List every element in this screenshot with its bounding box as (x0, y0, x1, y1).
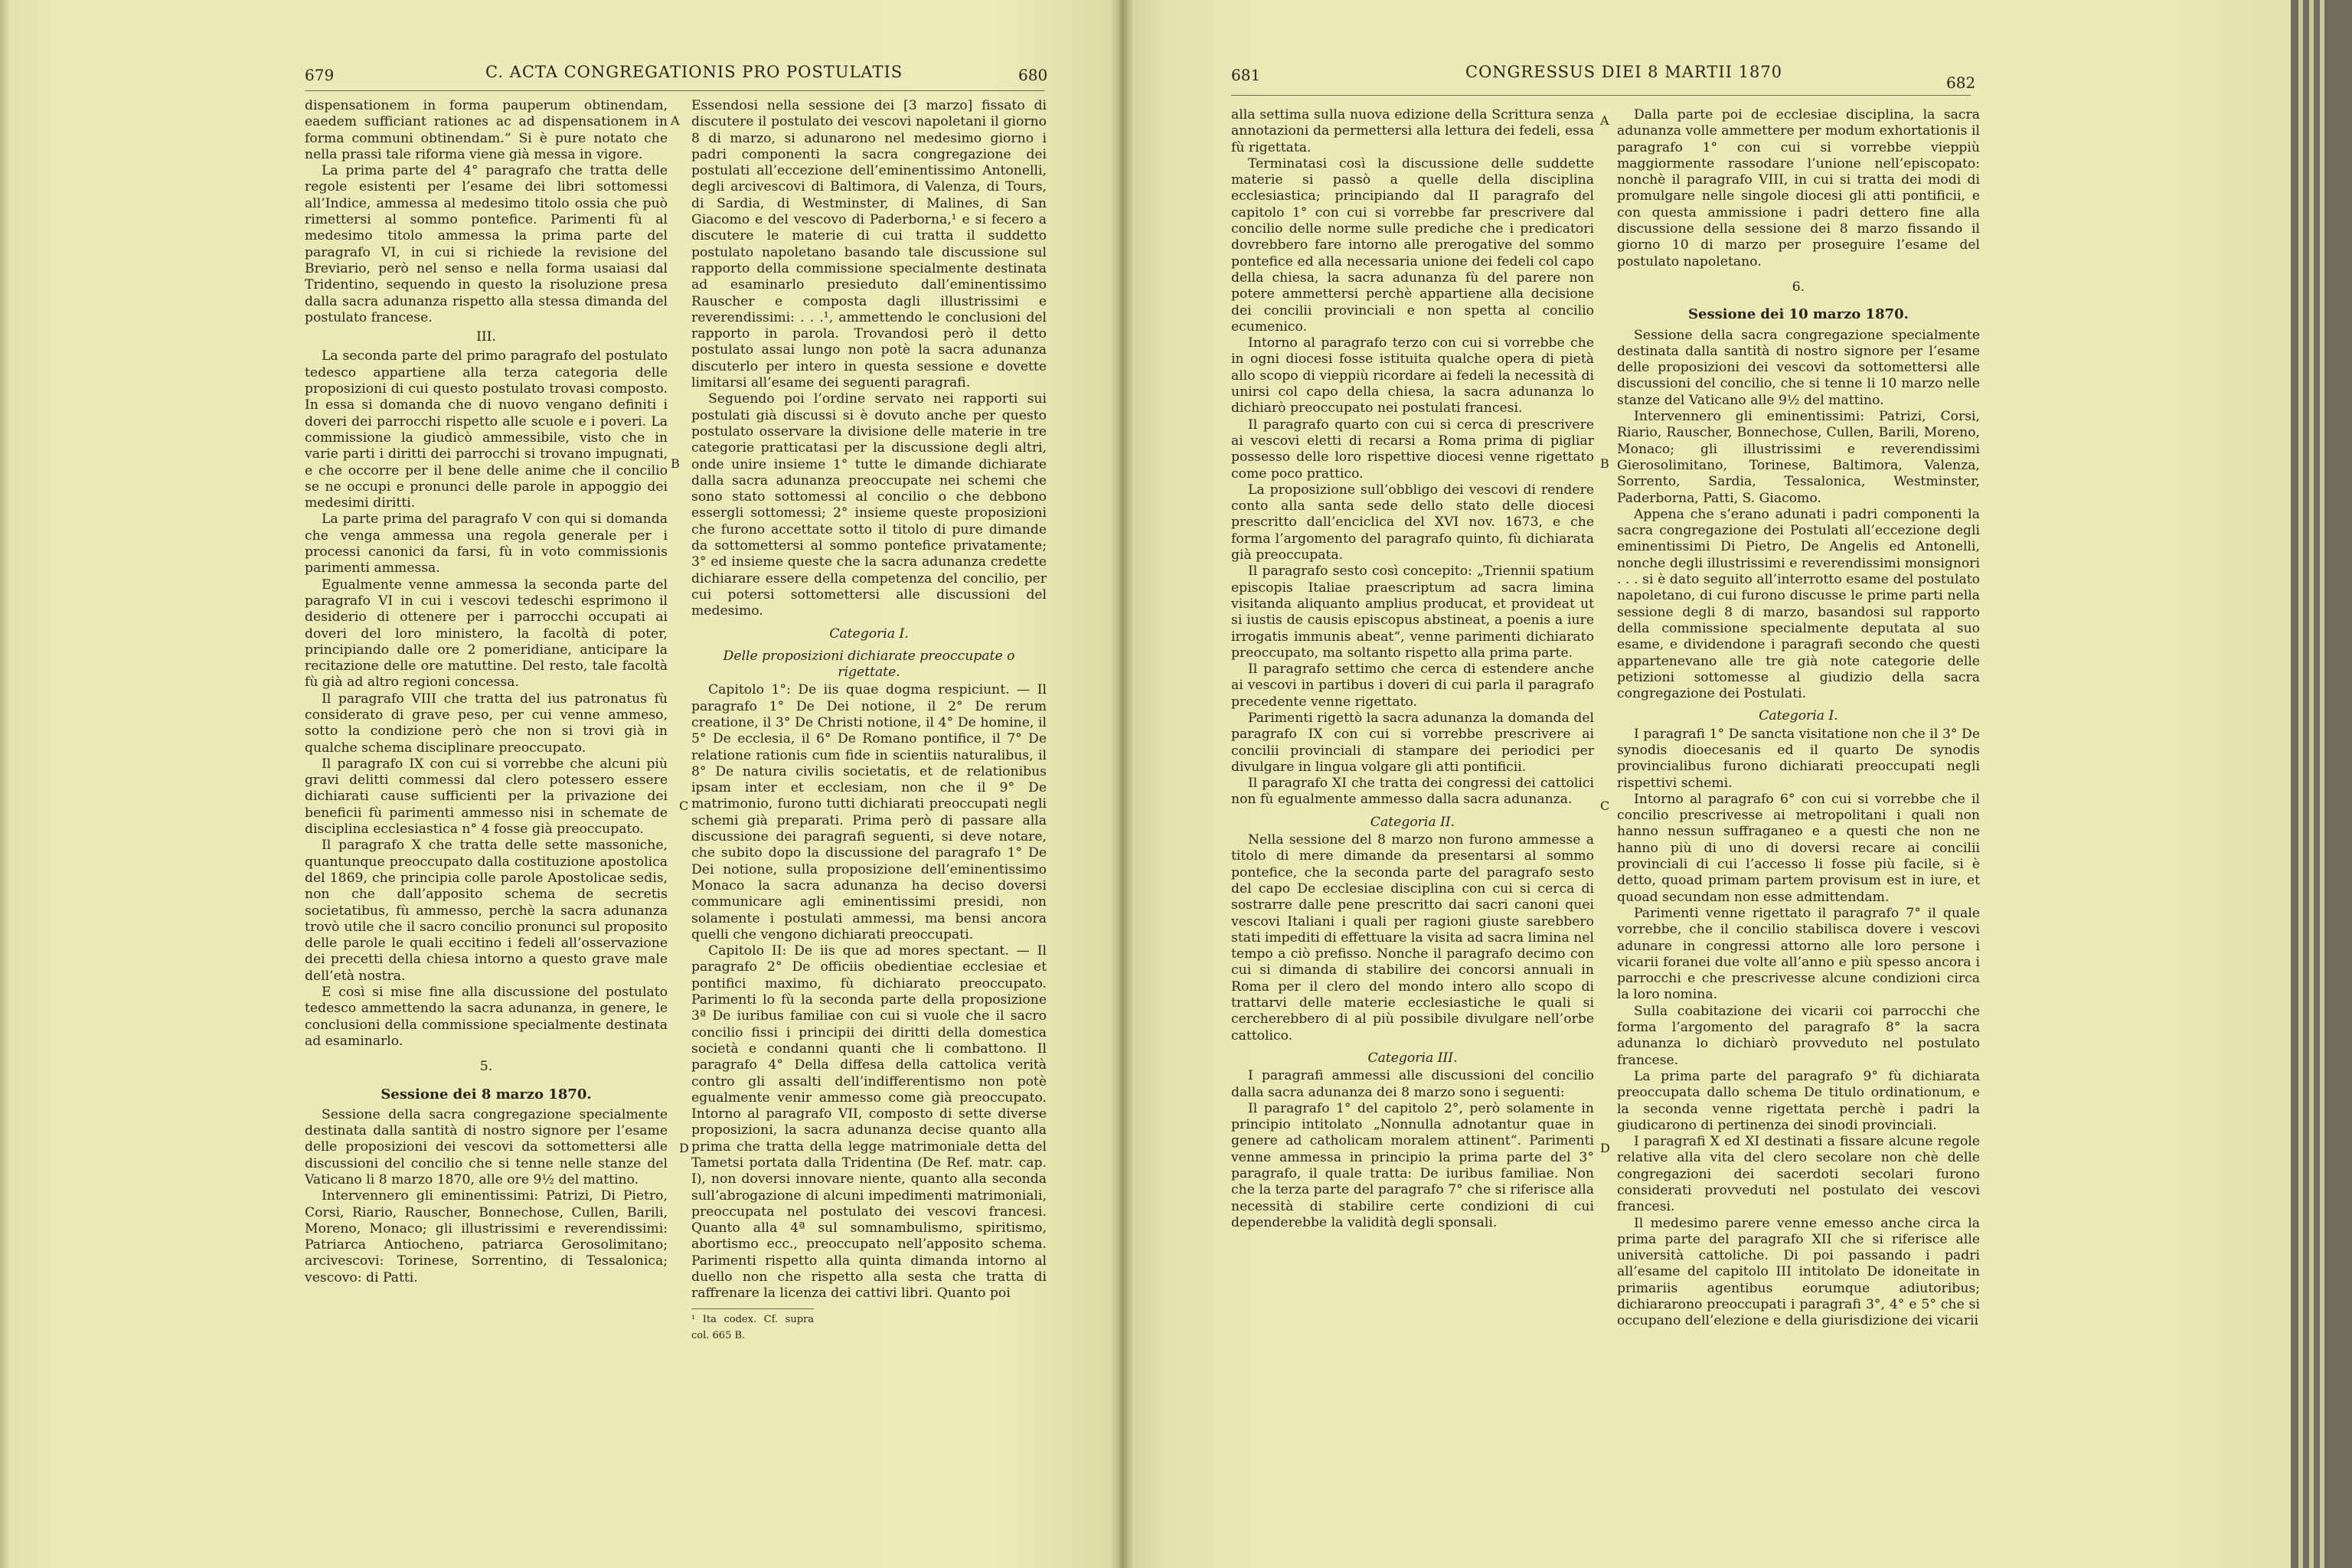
text-column (691, 98, 1047, 1344)
category-heading: Categoria I. (829, 626, 909, 642)
section-number: 5. (479, 1059, 493, 1075)
margin-letter: C (1600, 799, 1610, 813)
category-heading: Categoria III. (1367, 1050, 1458, 1066)
section-heading: Sessione dei 8 marzo 1870. (381, 1086, 592, 1102)
running-head: C. ACTA CONGREGATIONIS PRO POSTULATIS (485, 63, 903, 81)
paragraph: Sulla coabitazione dei vicarii coi parrocchi che forma l’argomento del paragrafo 8° la sacra adunanza lo dichiarò provveduto nel postulato francese. (1617, 1003, 1980, 1068)
paragraph: I paragrafi 1° De sancta visitatione non che il 3° De synodis dioecesanis ed il quarto De synodis provincialibus furono dichiarati preoccupati negli rispettivi schemi. (1617, 726, 1980, 791)
margin-letter: A (1600, 113, 1609, 128)
paragraph: La parte prima del paragrafo V con qui si domanda che venga ammessa una regola generale per i processi canonici da farsi, fù in voto commissionis parimenti ammessa. (305, 511, 668, 577)
paragraph: Parimenti venne rigettato il paragrafo 7° il quale vorrebbe, che il concilio stabilisca dovere i vescovi adunare in congressi attorno alle loro persone i vicarii foranei due volte all’anno e più spesso ancora i parrocchi e che prescrivesse alcune condizioni circa la loro nomina. (1617, 905, 1980, 1003)
margin-letter: B (671, 456, 680, 471)
page-edge (0, 0, 11, 1568)
book-gutter (1110, 0, 1133, 1568)
margin-letter: A (671, 113, 680, 128)
header-rule (305, 90, 1044, 91)
paragraph: Intorno al paragrafo 6° con cui si vorrebbe che il concilio prescrivesse ai metropolitani i quali non hanno nessun suffraganeo e a questi che non ne hanno più di uno di doversi recare ai concilii provinciali di cui l’accesso li fosse più facile, si è detto, quoad primam partem provisum est in iure, et quoad secundam non esse admittendam. (1617, 791, 1980, 905)
right-page (1119, 0, 2291, 1568)
section-heading: Sessione dei 10 marzo 1870. (1688, 306, 1909, 323)
paragraph: Terminatasi così la discussione delle suddette materie si passò a quelle della disciplina ecclesiastica; principiando dal II paragrafo del capitolo 1° con cui si vorrebbe far prescrivere dal concilio delle norme sulle prediche che i predicatori dovrebbero fare intorno alle prerogative del sommo pontefice ed alla necessaria unione dei fedeli col capo della chiesa, la sacra adunanza fù del parere non potere ammettersi perchè appartiene alla decisione dei concilii provinciali e non spetta al concilio ecumenico. (1231, 155, 1594, 335)
text-column (1231, 107, 1594, 1231)
category-heading: Categoria II. (1370, 814, 1455, 830)
paragraph: Il paragrafo 1° del capitolo 2°, però solamente in principio intitolato „Nonnulla adnotantur quae in genere ad catholicam moralem attinent“. Parimenti venne ammessa in principio la prima parte del 3° paragrafo, il quale tratta: De iuribus familiae. Non che la terza parte del paragrafo 7° che si riferisce alla necessità di stabilire certe condizioni di cui dependerebbe la validità degli sponsali. (1231, 1100, 1594, 1230)
paragraph: Nella sessione del 8 marzo non furono ammesse a titolo di mere dimande da presentarsi al sommo pontefice, che la seconda parte del paragrafo sesto del capo De ecclesiae disciplina con cui si cerca di sostrarre dalle pene prescritto dai sacri canoni quei vescovi Italiani i quali per ragioni giuste sarebbero stati impediti di effettuare la visita ad sacra limina nel tempo a ciò prefisso. Nonche il paragrafo decimo con cui si dimanda di stabilire dei concorsi annuali in Roma per il clero del mondo intero allo scopo di trattarvi delle materie ecclesiastiche le quali si cercherebbero di al più possibile divulgare nell’orbe cattolico. (1231, 832, 1594, 1044)
paragraph: Sessione della sacra congregazione specialmente destinata dalla santità di nostro signore per l’esame delle proposizioni dei vescovi da sottomettersi alle discussioni del concilio, che si tenne li 10 marzo nelle stanze del Vaticano alle 9½ del mattino. (1617, 327, 1980, 408)
paragraph: alla settima sulla nuova edizione della Scrittura senza annotazioni da permettersi alla lettura dei fedeli, essa fù rigettata. (1231, 107, 1594, 155)
paragraph: Capitolo II: De iis que ad mores spectant. — Il paragrafo 2° De officiis obedientiae ecclesiae et pontifici maximo, fù dichiarato preoccupato. Parimenti lo fù la seconda parte della proposizione 3ª De iuribus familiae con cui si vuole che il sacro concilio fissi i principii dei diritti della domestica società e condanni quanti che li combattono. Il paragrafo 4° Della diffesa della cattolica verità contro gli assalti dell’indifferentismo non potè egualmente venir ammesso come già preoccupato. Intorno al paragrafo VII, composto di sette diverse proposizioni, la sacra adunanza decise quanto alla prima che tratta della legge matrimoniale detta del Tametsi portata dalla Tridentina (De Ref. matr. cap. I), non doversi innovare niente, quanto alla seconda sull’abrogazione di alcuni impedimenti matrimoniali, preoccupata nel postulato dei vescovi francesi. Quanto alla 4ª sul somnambulismo, spiritismo, abortismo ecc., preoccupato nell’apposito schema. Parimenti rispetto alla quinta dimanda intorno al duello non che rispetto alla sesta che tratta di raffrenare la licenza dei cattivi libri. Quanto poi (691, 943, 1047, 1302)
paragraph: Parimenti rigettò la sacra adunanza la domanda del paragrafo IX con cui si vorrebbe prescrivere ai concilii provinciali di stampare dei periodici per divulgare in lingua volgare gli atti pontificii. (1231, 710, 1594, 775)
paragraph: Egualmente venne ammessa la seconda parte del paragrafo VI in cui i vescovi tedeschi esprimono il desiderio di ottenere per i parrocchi occupati ai doveri del loro ministero, la facoltà di poter, principiando dalle ore 2 pomeridiane, anticipare la recitazione delle ore matuttine. Del resto, tale facoltà fù già ad altro regioni concessa. (305, 577, 668, 691)
paragraph: Intervennero gli eminentissimi: Patrizi, Di Pietro, Corsi, Riario, Rauscher, Bonnechose, Cullen, Barili, Moreno, Monaco; gli illustrissimi e reverendissimi: Patriarca Antiocheno, patriarca Gerosolimitano; arcivescovi: Torinese, Sorrentino, di Tessalonica; vescovo: di Patti. (305, 1188, 668, 1285)
text-column (1617, 107, 1980, 1330)
paragraph: Il medesimo parere venne emesso anche circa la prima parte del paragrafo XII che si riferisce alle università cattoliche. Di poi passando i padri all’esame del capitolo III intitolato De idoneitate in primariis agentibus eorumque adiutoribus; dichiararono preoccupati i paragrafi 3°, 4° e 5° che si occupano dell’elezione e della giurisdizione dei vicarii (1617, 1215, 1980, 1329)
paragraph: Il paragrafo settimo che cerca di estendere anche ai vescovi in partibus i doveri di cui parla il paragrafo precedente venne rigettato. (1231, 662, 1594, 710)
text-column (305, 98, 668, 1286)
paragraph: La prima parte del 4° paragrafo che tratta delle regole esistenti per l’esame dei libri sottomessi all’Indice, ammessa al medesimo titolo ossia che può rimettersi al sommo pontefice. Parimenti fù al medesimo titolo ammessa la prima parte del paragrafo VI, in cui si richiede la revisione del Breviario, però nel senso e nella forma usaiasi dal Tridentino, sequendo in questo la risoluzione presa dalla sacra adunanza rispetto alla stessa dimanda del postulato francese. (305, 163, 668, 325)
section-number: III. (476, 329, 496, 345)
paragraph: Il paragrafo XI che tratta dei congressi dei cattolici non fù egualmente ammesso dalla sacra adunanza. (1231, 776, 1594, 808)
paragraph: La seconda parte del primo paragrafo del postulato tedesco appartiene alla terza categoria delle proposizioni di cui questo postulato trovasi composto. In essa si domanda che di nuovo vengano definiti i doveri dei parrocchi rispetto alle scuole e i poveri. La commissione la giudicò ammessibile, visto che in varie parti i diritti dei parrocchi si trovano impugnati, e che occorre per il bene delle anime che il concilio se ne occupi e pronunci delle parole in appoggio dei medesimi diritti. (305, 348, 668, 511)
header-rule (1231, 95, 1971, 96)
paragraph: I paragrafi X ed XI destinati a fissare alcune regole relative alla vita del clero secolare non chè delle congregazioni dei sacerdoti secolari furono considerati provveduti nel postulato dei vescovi francesi. (1617, 1134, 1980, 1215)
category-heading: Delle proposizioni dichiarate preoccupate o rigettate. (723, 648, 1015, 681)
paragraph: Intervennero gli eminentissimi: Patrizi, Corsi, Riario, Rauscher, Bonnechose, Cullen, Barili, Moreno, Monaco; gli illustrissimi e reverendissimi Gierosolimitano, Torinese, Baltimora, Valenza, Sorrento, Sardia, Tessalonica, Westminster, Paderborna, Patti, S. Giacomo. (1617, 409, 1980, 506)
paragraph: La proposizione sull’obbligo dei vescovi di rendere conto alla santa sede dello stato delle diocesi prescritto dall’enciclica del XVI nov. 1673, e che forma l’argomento del paragrafo quinto, fù dichiarata già preoccupata. (1231, 482, 1594, 564)
paragraph: Il paragrafo X che tratta delle sette massoniche, quantunque preoccupato dalla costituzione apostolica del 1869, che principia colle parole Apostolicae sedis, non che dall’apposito schema de secretis societatibus, fù ammesso, perchè la sacra adunanza trovò utile che il sacro concilio pronunci sul proposito delle parole le quali eccitino i fedeli all’osservazione dei precetti della chiesa intorno a questo grave male dell’età nostra. (305, 838, 668, 984)
paragraph: Il paragrafo IX con cui si vorrebbe che alcuni più gravi delitti commessi dal clero potessero essere dichiarati cause sufficienti per la privazione dei beneficii fù parimenti ammesso nisi in schemate de disciplina ecclesiastica n° 4 fosse già preoccupato. (305, 756, 668, 838)
paragraph: Il paragrafo quarto con cui si cerca di prescrivere ai vescovi eletti di recarsi a Roma prima di pigliar possesso delle loro rispettive diocesi venne rigettato come poco prattico. (1231, 416, 1594, 482)
margin-letter: D (679, 1141, 689, 1155)
margin-letter: D (1600, 1141, 1610, 1155)
margin-letter: C (679, 799, 689, 813)
paragraph: Capitolo 1°: De iis quae dogma respiciunt. — Il paragrafo 1° De Dei notione, il 2° De rerum creatione, il 3° De Christi notione, il 4° De homine, il 5° De ecclesia, il 6° De Romano pontifice, il 7° De relatione rationis cum fide in scientiis naturalibus, il 8° De natura civilis societatis, et de relationibus ipsam inter et ecclesiam, non che il 9° De matrimonio, furono tutti dichiarati preoccupati negli schemi già preparati. Prima però di passare alla discussione dei paragrafi seguenti, si deve notare, che subito dopo la discussione del paragrafo 1° De Dei notione, sulla proposizione dell’eminentissimo Monaco la sacra adunanza ha deciso doversi communicare agli eminentissimi presidi, non solamente i postulati ammessi, ma bensi ancora quelli che vengono dichiarati preoccupati. (691, 682, 1047, 942)
paragraph: Il paragrafo VIII che tratta del ius patronatus fù considerato di grave peso, per cui venne ammeso, sotto la condizione però che non si trovi già in qualche schema disciplinare preoccupato. (305, 691, 668, 756)
page-number: 679 (305, 66, 335, 84)
paragraph: I paragrafi ammessi alle discussioni del concilio dalla sacra adunanza dei 8 marzo sono i seguenti: (1231, 1068, 1594, 1100)
paragraph: Appena che s’erano adunati i padri componenti la sacra congregazione dei Postulati all’eccezione degli eminentissimi Di Pietro, De Angelis ed Antonelli, nonche degli illustrissimi e reverendissimi monsignori . . . si è dato seguito all’interrotto esame del postulato napoletano, di cui furono discusse le prime parti nella sessione degli 8 di marzo, basandosi sul rapporto della commissione specialmente deputata al suo esame, e dividendone i paragrafi secondo che questi appartenevano alle tre già note categorie delle petizioni sottomesse al giudizio della sacra congregazione dei Postulati. (1617, 506, 1980, 702)
page-number: 680 (1018, 66, 1048, 84)
paragraph: Dalla parte poi de ecclesiae disciplina, la sacra adunanza volle ammettere per modum exhortationis il paragrafo 1° con cui si vorrebbe vieppiù maggiormente rassodare l’unione nell’episcopato: nonchè il paragrafo VIII, in cui si tratta dei modi di promulgare nelle singole diocesi gli atti pontificii, e con questa ammissione i padri dettero fine alla discussione della sessione dei 8 marzo fissando il giorno 10 di marzo per proseguire l’esame del postulato napoletano. (1617, 107, 1980, 270)
paragraph: La prima parte del paragrafo 9° fù dichiarata preoccupata dallo schema De titulo ordinationum, e la seconda venne rigettata perchè i padri la giudicarono di pertinenza dei sinodi provinciali. (1617, 1068, 1980, 1133)
page-edge-stack (2291, 0, 2352, 1568)
paragraph: dispensationem in forma pauperum obtinendam, eaedem sufficiant rationes ac ad dispensationem in forma communi obtinendam.“ Si è pure notato che nella prassi tale riforma viene già messa in vigore. (305, 98, 668, 162)
category-heading: Categoria I. (1759, 708, 1838, 724)
left-page (0, 0, 1119, 1568)
margin-letter: B (1600, 456, 1609, 471)
page-number: 681 (1231, 66, 1261, 84)
footnote: ¹ Ita codex. Cf. supra col. 665 B. (691, 1308, 814, 1344)
page-number: 682 (1946, 74, 1976, 92)
paragraph: Sessione della sacra congregazione specialmente destinata dalla santità di nostro signore per l’esame delle proposizioni dei vescovi da sottomettersi alle discussioni del concilio che si tenne nelle stanze del Vaticano li 8 marzo 1870, alle ore 9½ del mattino. (305, 1106, 668, 1187)
paragraph: E così si mise fine alla discussione del postulato tedesco ammettendo la sacra adunanza, in genere, le conclusioni della commissione specialmente destinata ad esaminarlo. (305, 985, 668, 1049)
paragraph: Essendosi nella sessione dei [3 marzo] fissato di discutere il postulato dei vescovi napoletani il giorno 8 di marzo, si adunarono nel medesimo giorno i padri componenti la sacra congregazione dei postulati all’eccezione dell’eminentissimo Antonelli, degli arcivescovi di Baltimora, di Valenza, di Tours, di Sardia, di Westminster, di Malines, di San Giacomo e del vescovo di Paderborna,¹ e si fecero a discutere le materie di cui tratta il suddetto postulato napoletano basando tale discussione sul rapporto della commissione specialmente destinata ad esaminarlo presieduto dall’eminentissimo Rauscher e composta dagli illustrissimi e reverendissimi: . . .¹, ammettendo le conclusioni del rapporto in parola. Trovandosi però il detto postulato assai lungo non potè la sacra adunanza discuterlo per intero in questa sessione e dovette limitarsi all’esame dei seguenti paragrafi. (691, 98, 1047, 391)
paragraph: Intorno al paragrafo terzo con cui si vorrebbe che in ogni diocesi fosse istituita qualche opera di pietà allo scopo di vieppiù ricordare ai fedeli la necessità di unirsi col capo della chiesa, la sacra adunanza lo dichiarò preoccupato nei postulati francesi. (1231, 335, 1594, 416)
running-head: CONGRESSUS DIEI 8 MARTII 1870 (1465, 63, 1783, 81)
paragraph: Il paragrafo sesto così concepito: „Triennii spatium episcopis Italiae praescriptum ad sacra limina visitanda aliquanto amplius producat, et provideat ut si iustis de causis episcopus abstineat, a poenis a iure irrogatis immunis abeat“, venne parimenti dichiarato preoccupato, ma soltanto rispetto alla prima parte. (1231, 564, 1594, 661)
paragraph: Seguendo poi l’ordine servato nei rapporti sui postulati già discussi si è dovuto anche per questo postulato osservare la divisione delle materie in tre categorie pratticatasi per la discussione degli altri, onde unire insieme 1° tutte le dimande dichiarate dalla sacra adunanza preoccupate nei schemi che sono stato sottomessi al concilio o che debbono essergli sottomessi; 2° insieme queste proposizioni che furono accettate sotto il titolo di pure dimande da sottomettersi al sommo pontefice privatamente; 3° ed insieme queste che la sacra adunanza credette dichiarare essere della competenza del concilio, per cui potersi sottomettersi alle discussioni del medesimo. (691, 391, 1047, 619)
section-number: 6. (1792, 279, 1805, 295)
